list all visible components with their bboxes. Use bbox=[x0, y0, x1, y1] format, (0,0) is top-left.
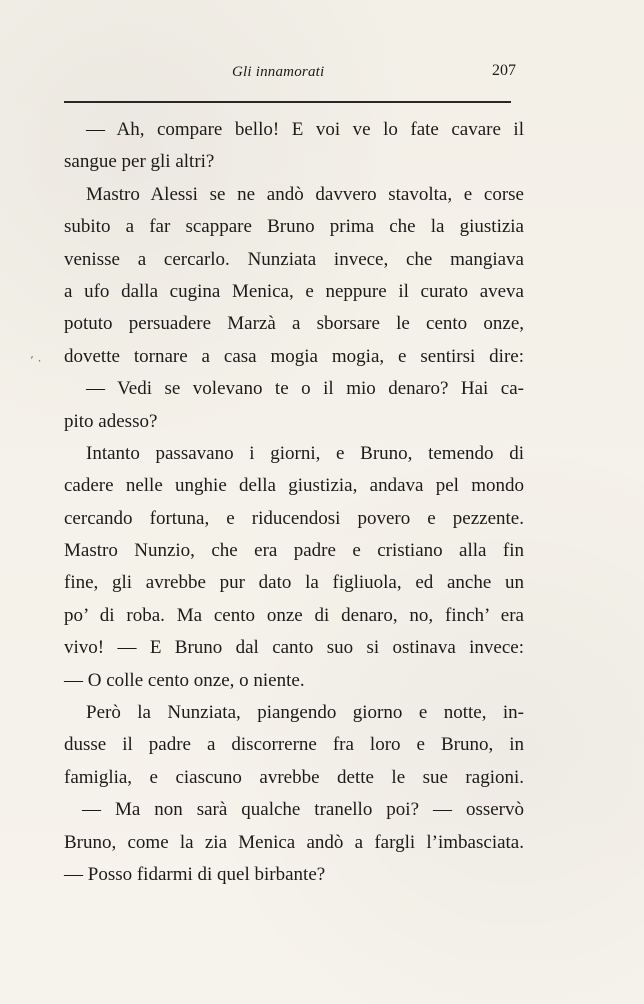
margin-mark: ’ · bbox=[30, 354, 42, 368]
running-title: Gli innamorati bbox=[232, 64, 325, 80]
page-number: 207 bbox=[492, 62, 516, 79]
text-line: dovette tornare a casa mogia mogia, e sentirsi dire: bbox=[64, 345, 524, 367]
text-line: a ufo dalla cugina Menica, e neppure il curato aveva bbox=[64, 280, 524, 302]
header-rule bbox=[64, 101, 511, 103]
text-line: venisse a cercarlo. Nunziata invece, che mangiava bbox=[64, 248, 524, 270]
text-line: — Posso fidarmi di quel birbante? bbox=[64, 863, 326, 885]
text-line: vivo! — E Bruno dal canto suo si ostinava invece: bbox=[64, 637, 524, 659]
text-line: Mastro Alessi se ne andò davvero stavolta, e corse bbox=[86, 183, 524, 205]
running-header bbox=[64, 58, 518, 86]
text-line: dusse il padre a discorrerne fra loro e Bruno, in bbox=[64, 734, 524, 756]
text-line: — Ma non sarà qualche tranello poi? — osservò bbox=[82, 799, 524, 821]
text-line: sangue per gli altri? bbox=[64, 151, 215, 173]
text-line: subito a far scappare Bruno prima che la giustizia bbox=[64, 216, 524, 238]
text-line: fine, gli avrebbe pur dato la figliuola, ed anche un bbox=[64, 572, 524, 594]
text-line: — O colle cento onze, o niente. bbox=[64, 669, 305, 691]
text-line: Però la Nunziata, piangendo giorno e notte, in- bbox=[86, 702, 524, 724]
text-line: Bruno, come la zia Menica andò a fargli l’imbasciata. bbox=[64, 831, 524, 853]
text-line: potuto persuadere Marzà a sborsare le cento onze, bbox=[64, 313, 524, 335]
text-line: Intanto passavano i giorni, e Bruno, temendo di bbox=[86, 442, 524, 464]
text-line: Mastro Nunzio, che era padre e cristiano alla fin bbox=[64, 540, 524, 562]
text-line: famiglia, e ciascuno avrebbe dette le sue ragioni. bbox=[64, 766, 524, 788]
body-text bbox=[64, 114, 524, 891]
text-line: cercando fortuna, e riducendosi povero e pezzente. bbox=[64, 507, 524, 529]
text-line: — Ah, compare bello! E voi ve lo fate cavare il bbox=[86, 119, 524, 140]
text-line: cadere nelle unghie della giustizia, andava pel mondo bbox=[64, 475, 524, 497]
text-line: po’ di roba. Ma cento onze di denaro, no, finch’ era bbox=[64, 604, 524, 626]
text-line: pito adesso? bbox=[64, 410, 158, 432]
text-line: — Vedi se volevano te o il mio denaro? Hai ca- bbox=[86, 378, 524, 400]
